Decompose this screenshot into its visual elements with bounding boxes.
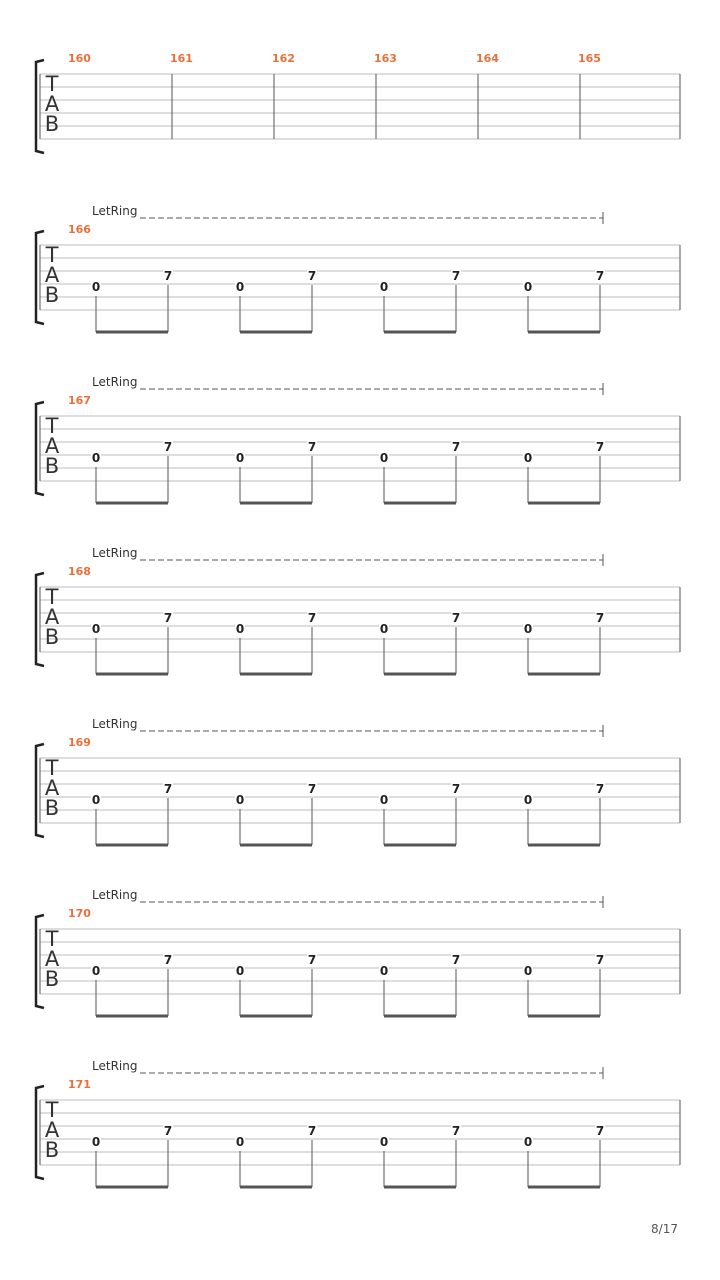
fret-number: 7: [163, 440, 173, 454]
fret-number: 7: [163, 1124, 173, 1138]
fret-number: 0: [91, 793, 101, 807]
measure-number: 171: [68, 1078, 91, 1091]
fret-number: 7: [307, 1124, 317, 1138]
tab-clef-letter: A: [44, 263, 60, 287]
measure-number: 163: [374, 52, 397, 65]
tab-clef-letter: B: [44, 112, 60, 136]
tab-clef-letter: T: [45, 72, 59, 96]
tab-clef-letter: T: [45, 414, 59, 438]
tab-clef-letter: A: [44, 434, 60, 458]
fret-number: 7: [595, 269, 605, 283]
tab-clef-letter: T: [45, 927, 59, 951]
fret-number: 7: [163, 269, 173, 283]
let-ring-label: LetRing: [92, 204, 138, 218]
fret-number: 0: [523, 1135, 533, 1149]
fret-number: 7: [163, 782, 173, 796]
measure-number: 161: [170, 52, 193, 65]
measure-number: 169: [68, 736, 91, 749]
fret-number: 0: [91, 451, 101, 465]
fret-number: 0: [523, 793, 533, 807]
tab-clef-letter: A: [44, 605, 60, 629]
fret-number: 0: [523, 280, 533, 294]
fret-number: 0: [91, 1135, 101, 1149]
page-number: 8/17: [651, 1222, 678, 1236]
measure-number: 164: [476, 52, 499, 65]
fret-number: 7: [163, 611, 173, 625]
fret-number: 7: [307, 269, 317, 283]
let-ring-label: LetRing: [92, 375, 138, 389]
tab-clef-letter: B: [44, 625, 60, 649]
fret-number: 0: [379, 793, 389, 807]
fret-number: 0: [235, 622, 245, 636]
fret-number: 0: [235, 793, 245, 807]
fret-number: 0: [523, 451, 533, 465]
tab-clef-letter: A: [44, 947, 60, 971]
tab-clef-letter: T: [45, 756, 59, 780]
fret-number: 0: [379, 1135, 389, 1149]
fret-number: 0: [235, 451, 245, 465]
fret-number: 7: [595, 1124, 605, 1138]
tab-clef-letter: T: [45, 585, 59, 609]
measure-number: 170: [68, 907, 91, 920]
fret-number: 0: [235, 1135, 245, 1149]
fret-number: 7: [595, 782, 605, 796]
fret-number: 0: [523, 964, 533, 978]
tab-clef-letter: B: [44, 1138, 60, 1162]
fret-number: 7: [451, 440, 461, 454]
fret-number: 7: [451, 269, 461, 283]
fret-number: 0: [91, 964, 101, 978]
fret-number: 0: [379, 964, 389, 978]
fret-number: 7: [451, 1124, 461, 1138]
fret-number: 0: [379, 451, 389, 465]
fret-number: 7: [451, 611, 461, 625]
let-ring-label: LetRing: [92, 717, 138, 731]
fret-number: 7: [451, 782, 461, 796]
fret-number: 7: [163, 953, 173, 967]
fret-number: 7: [307, 440, 317, 454]
fret-number: 0: [235, 964, 245, 978]
fret-number: 0: [379, 280, 389, 294]
fret-number: 7: [595, 953, 605, 967]
measure-number: 168: [68, 565, 91, 578]
fret-number: 7: [595, 611, 605, 625]
tab-clef-letter: B: [44, 796, 60, 820]
fret-number: 7: [595, 440, 605, 454]
tab-clef-letter: T: [45, 243, 59, 267]
fret-number: 0: [523, 622, 533, 636]
fret-number: 0: [379, 622, 389, 636]
measure-number: 165: [578, 52, 601, 65]
tab-clef-letter: A: [44, 1118, 60, 1142]
fret-number: 0: [235, 280, 245, 294]
fret-number: 0: [91, 622, 101, 636]
measure-number: 160: [68, 52, 91, 65]
let-ring-label: LetRing: [92, 888, 138, 902]
fret-number: 7: [307, 611, 317, 625]
tab-clef-letter: A: [44, 776, 60, 800]
tab-clef-letter: T: [45, 1098, 59, 1122]
tab-clef-letter: B: [44, 454, 60, 478]
tab-clef-letter: B: [44, 967, 60, 991]
fret-number: 7: [307, 782, 317, 796]
tab-clef-letter: B: [44, 283, 60, 307]
measure-number: 162: [272, 52, 295, 65]
fret-number: 0: [91, 280, 101, 294]
measure-number: 167: [68, 394, 91, 407]
let-ring-label: LetRing: [92, 1059, 138, 1073]
let-ring-label: LetRing: [92, 546, 138, 560]
fret-number: 7: [451, 953, 461, 967]
fret-number: 7: [307, 953, 317, 967]
tab-clef-letter: A: [44, 92, 60, 116]
measure-number: 166: [68, 223, 91, 236]
